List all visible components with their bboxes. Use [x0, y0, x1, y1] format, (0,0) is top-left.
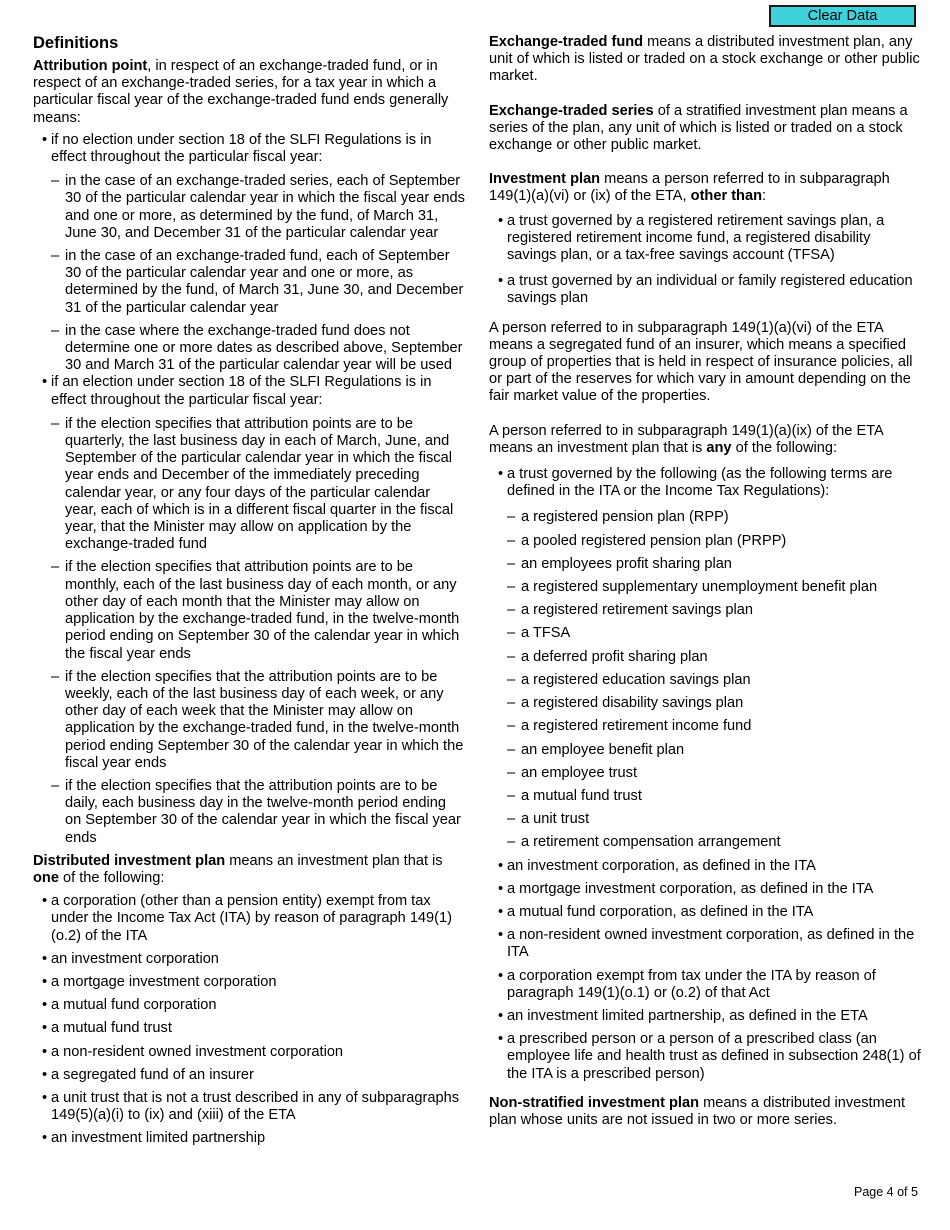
- distributed-plan-intro-end: of the following:: [58, 869, 165, 886]
- nsip-text: means a distributed investment plan whose units are not issued in two or more series.: [489, 1094, 906, 1128]
- attribution-point-definition: [33, 58, 465, 127]
- list-item: • an investment corporation, as defined in the ITA: [489, 858, 921, 875]
- attribution-point-term: Attribution point: [33, 58, 148, 74]
- list-item: • an investment limited partnership: [33, 1130, 465, 1147]
- para-vi: A person referred to in subparagraph 149(1)(a)(vi) of the ETA means a segregated fund of an insurer, which means a specified group of properties that is held in respect of insurance policies, all or part of the reserves for which vary in amount depending on the fair market value of the properties.: [489, 319, 913, 405]
- distributed-plan-intro-bold: one: [33, 869, 59, 886]
- nsip-term: Non-stratified investment plan: [489, 1094, 700, 1111]
- list-item: • a non-resident owned investment corporation, as defined in the ITA: [489, 927, 921, 961]
- trust-types-list: [489, 509, 921, 851]
- list-item: – a TFSA: [489, 625, 921, 642]
- list-item: – a registered supplementary unemployment benefit plan: [489, 579, 921, 596]
- list-item: • a trust governed by a registered retirement savings plan, a registered retirement income fund, a registered disability savings plan, or a tax-free savings account (TFSA): [489, 213, 921, 265]
- list-item: – if the election specifies that attribution points are to be quarterly, the last business day in each of March, June, and September of the particular calendar year in which the fiscal year ends and December of the immediately preceding calendar year, or any four days of the particular calendar year, each of which is in a different fiscal quarter in the fiscal year, that the Minister may allow on application by the exchange-traded fund: [51, 416, 465, 554]
- list-item: • an investment limited partnership, as defined in the ETA: [489, 1008, 921, 1025]
- list-item: • a trust governed by the following (as the following terms are defined in the ITA or the Income Tax Regulations):: [489, 466, 921, 500]
- list-item: – a registered retirement income fund: [489, 718, 921, 735]
- distributed-plan-list: [33, 893, 465, 1147]
- left-column: [33, 34, 465, 1154]
- list-item: • a trust governed by an individual or family registered education savings plan: [489, 273, 921, 307]
- list-item: – an employee benefit plan: [489, 742, 921, 759]
- list-item: – an employees profit sharing plan: [489, 556, 921, 573]
- list-item: – a deferred profit sharing plan: [489, 649, 921, 666]
- list-item: • an investment corporation: [33, 951, 465, 968]
- bullet-text: if no election under section 18 of the SLFI Regulations is in effect throughout the particular fiscal year:: [51, 131, 432, 166]
- list-item: – a registered retirement savings plan: [489, 602, 921, 619]
- any-of-list: [489, 466, 921, 500]
- clear-data-button[interactable]: Clear Data: [769, 5, 916, 27]
- list-item: – if the election specifies that the attribution points are to be weekly, each of the last business day of each week, or any other day of each week that the Minister may allow on application by the exchange-traded fund, in the twelve-month period ending September 30 of the calendar year in which the fiscal year ends: [51, 669, 465, 772]
- list-item: [33, 132, 465, 375]
- ets-term: Exchange-traded series: [489, 102, 654, 119]
- list-item: – if the election specifies that the attribution points are to be daily, each business day in the twelve-month period ending on September 30 of the calendar year in which the fiscal year ends: [51, 778, 465, 847]
- ets-definition: [489, 103, 921, 155]
- list-item: • a mutual fund trust: [33, 1020, 465, 1037]
- list-item: – a pooled registered pension plan (PRPP): [489, 533, 921, 550]
- para-ix-text: A person referred to in subparagraph 149(1)(a)(ix) of the ETA means an investment plan that is: [489, 422, 883, 456]
- list-item: – a mutual fund trust: [489, 788, 921, 805]
- para-ix-end: of the following:: [731, 439, 838, 456]
- list-item: – in the case of an exchange-traded series, each of September 30 of the particular calendar year in which the fiscal year ends and one or more, as determined by the fund, of March 31, June 30, and December 31 of the particular calendar year: [51, 173, 465, 242]
- etf-term: Exchange-traded fund: [489, 34, 644, 50]
- list-item: – in the case of an exchange-traded fund, each of September 30 of the particular calendar year and one or more, as determined by the fund, of March 31, June 30, and December 31 of the particular calendar year: [51, 248, 465, 317]
- distributed-plan-intro: means an investment plan that is: [225, 852, 443, 869]
- investment-plan-other-than: other than: [690, 188, 763, 205]
- page-number: Page 4 of 5: [854, 1185, 918, 1199]
- list-item: • a corporation (other than a pension entity) exempt from tax under the Income Tax Act (ITA) by reason of paragraph 149(1)(o.2) of the ITA: [33, 893, 465, 945]
- list-item: [33, 374, 465, 846]
- list-item: • a corporation exempt from tax under the ITA by reason of paragraph 149(1)(o.1) or (o.2) of that Act: [489, 968, 921, 1002]
- list-item: – a registered disability savings plan: [489, 695, 921, 712]
- list-item: – a registered pension plan (RPP): [489, 509, 921, 526]
- investment-plan-colon: :: [762, 188, 767, 205]
- list-item: – an employee trust: [489, 765, 921, 782]
- sub-list: [51, 173, 465, 374]
- investment-plan-exclusions: [489, 213, 921, 308]
- list-item: • a mutual fund corporation: [33, 997, 465, 1014]
- list-item: • a mutual fund corporation, as defined in the ITA: [489, 904, 921, 921]
- sub-list: [51, 416, 465, 847]
- ets-text: of a stratified investment plan means a series of the plan, any unit of which is listed or traded on a stock exchange or other public market.: [489, 102, 908, 154]
- bullet-text: if an election under section 18 of the SLFI Regulations is in effect throughout the particular fiscal year:: [51, 374, 432, 408]
- investment-plan-term: Investment plan: [489, 171, 601, 188]
- nsip-definition: [489, 1095, 921, 1129]
- list-item: – if the election specifies that attribution points are to be monthly, each of the last business day of each month, or any other day of each month that the Minister may allow on application by the exchange-traded fund, in the twelve-month period ending on September 30 of the calendar year in which the fiscal year ends: [51, 559, 465, 662]
- etf-definition: [489, 34, 921, 86]
- list-item: • a mortgage investment corporation: [33, 974, 465, 991]
- investment-plan-text: means a person referred to in subparagraph 149(1)(a)(vi) or (ix) of the ETA,: [489, 171, 890, 205]
- other-investment-plans-list: [489, 858, 921, 1083]
- list-item: – a retirement compensation arrangement: [489, 834, 921, 851]
- list-item: – in the case where the exchange-traded fund does not determine one or more dates as described above, September 30 and March 31 of the particular calendar year will be used: [51, 323, 465, 375]
- definitions-heading: Definitions: [33, 34, 119, 52]
- para-ix: [489, 423, 921, 457]
- investment-plan-definition: [489, 171, 921, 205]
- list-item: – a registered education savings plan: [489, 672, 921, 689]
- distributed-plan-term: Distributed investment plan: [33, 852, 226, 869]
- list-item: • a mortgage investment corporation, as defined in the ITA: [489, 881, 921, 898]
- distributed-plan-definition: [33, 853, 465, 887]
- right-column: [489, 34, 921, 1129]
- list-item: • a segregated fund of an insurer: [33, 1067, 465, 1084]
- list-item: – a unit trust: [489, 811, 921, 828]
- attribution-point-intro: , in respect of an exchange-traded fund, or in respect of an exchange-traded series, for a tax year in which a particular fiscal year of the exchange-traded fund ends generally means:: [33, 58, 449, 126]
- list-item: • a prescribed person or a person of a prescribed class (an employee life and health trust as defined in subsection 248(1) of the ITA is a prescribed person): [489, 1031, 921, 1083]
- etf-text: means a distributed investment plan, any unit of which is listed or traded on a stock exchange or other public market.: [489, 34, 920, 85]
- para-ix-any: any: [706, 439, 732, 456]
- list-item: • a unit trust that is not a trust described in any of subparagraphs 149(5)(a)(i) to (ix) and (xiii) of the ETA: [33, 1090, 465, 1124]
- attribution-bullets: [33, 132, 465, 847]
- list-item: • a non-resident owned investment corporation: [33, 1044, 465, 1061]
